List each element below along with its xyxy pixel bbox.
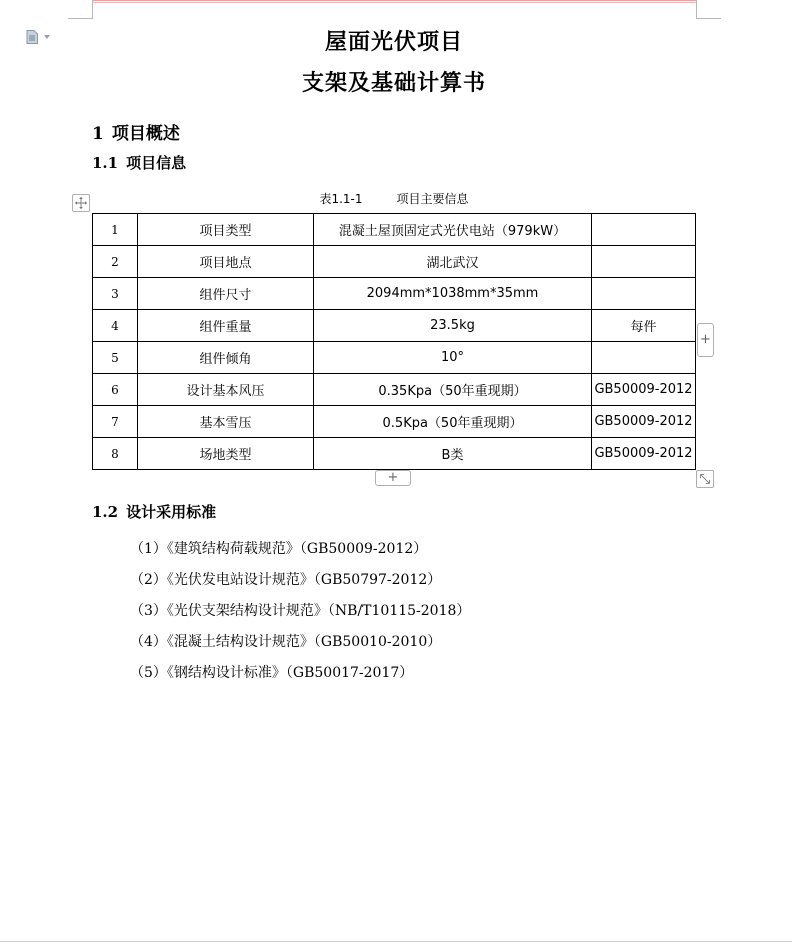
caption-number: 表1.1-1 xyxy=(319,192,363,206)
table-cell[interactable]: 组件尺寸 xyxy=(138,278,314,310)
table-cell[interactable] xyxy=(592,278,696,310)
project-info-table xyxy=(92,213,696,470)
heading-number: 1 xyxy=(92,124,104,144)
caption-title: 项目主要信息 xyxy=(396,192,469,206)
heading-text: 设计采用标准 xyxy=(126,503,217,521)
table-cell[interactable]: 0.35Kpa（50年重现期） xyxy=(314,374,592,406)
heading-section-1-2 xyxy=(92,501,216,522)
page-top-edge xyxy=(92,0,696,3)
table-row xyxy=(93,278,696,310)
table-cell[interactable]: 0.5Kpa（50年重现期） xyxy=(314,406,592,438)
crop-mark-left xyxy=(68,0,93,19)
table-row xyxy=(93,214,696,246)
table-row xyxy=(93,374,696,406)
crop-mark-right xyxy=(696,0,721,19)
document-subtitle: 支架及基础计算书 xyxy=(301,71,486,96)
heading-number: 1.2 xyxy=(92,503,119,521)
chevron-down-icon[interactable] xyxy=(44,35,50,39)
standard-item: （1）《建筑结构荷载规范》（GB50009-2012） xyxy=(130,541,428,557)
table-cell[interactable]: 混凝土屋顶固定式光伏电站（979kW） xyxy=(314,214,592,246)
table-cell[interactable]: 每件 xyxy=(592,310,696,342)
table-caption xyxy=(92,190,696,207)
table-row xyxy=(93,342,696,374)
table-cell[interactable]: 2094mm*1038mm*35mm xyxy=(314,278,592,310)
table-cell[interactable]: 7 xyxy=(93,406,138,438)
table-cell[interactable]: GB50009-2012 xyxy=(592,406,696,438)
table-cell[interactable] xyxy=(592,246,696,278)
standard-item: （3）《光伏支架结构设计规范》（NB/T10115-2018） xyxy=(130,603,471,619)
table-cell[interactable]: 10° xyxy=(314,342,592,374)
heading-section-1 xyxy=(92,119,180,144)
table-row xyxy=(93,310,696,342)
table-cell[interactable]: 项目地点 xyxy=(138,246,314,278)
table-resize-icon[interactable] xyxy=(696,470,714,488)
table-cell[interactable]: 5 xyxy=(93,342,138,374)
page-bottom-edge xyxy=(0,941,792,942)
table-cell[interactable]: GB50009-2012 xyxy=(592,438,696,470)
table-cell[interactable]: 组件倾角 xyxy=(138,342,314,374)
table-cell[interactable]: 4 xyxy=(93,310,138,342)
table-cell[interactable]: 项目类型 xyxy=(138,214,314,246)
heading-number: 1.1 xyxy=(92,154,119,172)
table-cell[interactable]: 组件重量 xyxy=(138,310,314,342)
table-cell[interactable]: GB50009-2012 xyxy=(592,374,696,406)
standard-item: （4）《混凝土结构设计规范》（GB50010-2010） xyxy=(130,634,442,650)
table-row xyxy=(93,438,696,470)
table-cell[interactable]: 8 xyxy=(93,438,138,470)
table-cell[interactable] xyxy=(592,342,696,374)
table-cell[interactable]: 2 xyxy=(93,246,138,278)
table-cell[interactable]: 23.5kg xyxy=(314,310,592,342)
add-row-button[interactable]: + xyxy=(375,470,411,486)
table-cell[interactable]: 1 xyxy=(93,214,138,246)
table-cell[interactable]: 湖北武汉 xyxy=(314,246,592,278)
table-move-handle-icon[interactable] xyxy=(72,194,90,212)
table-cell[interactable]: 场地类型 xyxy=(138,438,314,470)
add-column-button[interactable]: + xyxy=(697,323,714,357)
standard-item: （5）《钢结构设计标准》（GB50017-2017） xyxy=(130,665,414,681)
document-title: 屋面光伏项目 xyxy=(324,30,463,55)
heading-section-1-1 xyxy=(92,152,186,173)
table-cell[interactable]: 基本雪压 xyxy=(138,406,314,438)
table-cell[interactable]: B类 xyxy=(314,438,592,470)
heading-text: 项目信息 xyxy=(126,154,187,172)
heading-text: 项目概述 xyxy=(111,124,180,144)
document-icon[interactable] xyxy=(26,30,38,44)
table-cell[interactable]: 3 xyxy=(93,278,138,310)
table-row xyxy=(93,406,696,438)
table-cell[interactable]: 设计基本风压 xyxy=(138,374,314,406)
table-cell[interactable]: 6 xyxy=(93,374,138,406)
table-row xyxy=(93,246,696,278)
standard-item: （2）《光伏发电站设计规范》（GB50797-2012） xyxy=(130,572,442,588)
table-cell[interactable] xyxy=(592,214,696,246)
